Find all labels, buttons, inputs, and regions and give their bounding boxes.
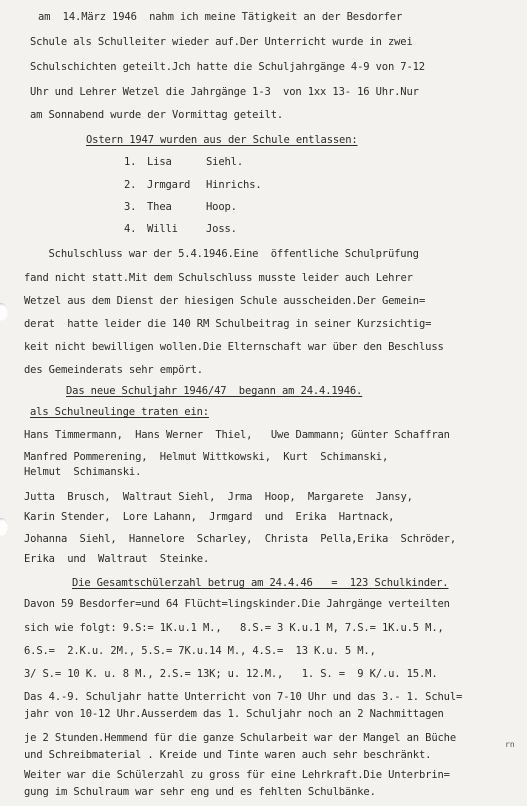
text-line: Schulschichten geteilt.Jch hatte die Schuljahrgänge 4-9 von 7-12: [30, 61, 425, 73]
text-line: Hans Timmermann, Hans Werner Thiel, Uwe Dammann; Günter Schaffran: [24, 429, 450, 441]
text-line: Uhr und Lehrer Wetzel die Jahrgänge 1-3 von 1xx 13- 16 Uhr.Nur: [30, 86, 419, 98]
text-line: sich wie folgt: 9.S:= 1K.u.1 M., 8.S.= 3 K.u.1 M, 7.S.= 1K.u.5 M.,: [24, 622, 444, 634]
text-line: Helmut Schimanski.: [24, 466, 142, 478]
text-line: keit nicht bewilligen wollen.Die Elternschaft war über den Beschluss: [24, 341, 444, 353]
list-item-last-name: Hoop.: [206, 201, 237, 213]
text-line: 3/ S.= 10 K. u. 8 M., 2.S.= 13K; u. 12.M., 1. S. = 9 K/.u. 15.M.: [24, 668, 438, 680]
text-line: Wetzel aus dem Dienst der hiesigen Schule ausscheiden.Der Gemein=: [24, 295, 426, 307]
text-line: 6.S.= 2.K.u. 2M., 5.S.= 7K.u.14 M., 4.S.= 13 K.u. 5 M.,: [24, 645, 376, 657]
text-line: Erika und Waltraut Steinke.: [24, 553, 210, 565]
text-line: Das 4.-9. Schuljahr hatte Unterricht von 7-10 Uhr und das 3.- 1. Schul=: [24, 691, 463, 703]
text-line: Schulschluss war der 5.4.1946.Eine öffentliche Schulprüfung: [30, 248, 419, 260]
text-line: des Gemeinderats sehr empört.: [24, 364, 203, 376]
punch-hole-top: [0, 303, 8, 321]
text-line: am Sonnabend wurde der Vormittag geteilt.: [30, 109, 284, 121]
text-line: Johanna Siehl, Hannelore Scharley, Christa Pella,Erika Schröder,: [24, 533, 457, 545]
margin-note: rn: [505, 740, 515, 749]
text-line: Schule als Schulleiter wieder auf.Der Unterricht wurde in zwei: [30, 36, 413, 48]
list-item-last-name: Hinrichs.: [206, 179, 262, 191]
text-line: und Schreibmaterial . Kreide und Tinte waren auch sehr beschränkt.: [24, 749, 432, 761]
text-line: am 14.März 1946 nahm ich meine Tätigkeit an der Besdorfer: [38, 11, 403, 23]
section-heading-total: Die Gesamtschülerzahl betrug am 24.4.46 = 123 Schulkinder.: [72, 577, 449, 589]
section-heading-neulinge: als Schulneulinge traten ein:: [30, 406, 209, 418]
list-item-first-name: Jrmgard: [147, 179, 191, 191]
section-heading-new-year: Das neue Schuljahr 1946/47 begann am 24.4.1946.: [66, 385, 363, 397]
text-line: je 2 Stunden.Hemmend für die ganze Schularbeit war der Mangel an Büche: [24, 732, 457, 744]
punch-hole-bottom: [0, 518, 8, 536]
text-line: fand nicht statt.Mit dem Schulschluss musste leider auch Lehrer: [24, 272, 413, 284]
list-item-number: 2.: [124, 179, 137, 191]
text-line: Jutta Brusch, Waltraut Siehl, Jrma Hoop, Margarete Jansy,: [24, 491, 413, 503]
section-heading-ostern: Ostern 1947 wurden aus der Schule entlassen:: [86, 134, 358, 146]
text-line: gung im Schulraum war sehr eng und es fehlten Schulbänke.: [24, 786, 376, 798]
text-line: Davon 59 Besdorfer=und 64 Flücht=lingskinder.Die Jahrgänge verteilten: [24, 598, 450, 610]
list-item-first-name: Lisa: [147, 156, 172, 168]
text-line: derat hatte leider die 140 RM Schulbeitrag in seiner Kurzsichtig=: [24, 318, 432, 330]
list-item-last-name: Siehl.: [206, 156, 244, 168]
text-line: jahr von 10-12 Uhr.Ausserdem das 1. Schuljahr noch an 2 Nachmittagen: [24, 708, 444, 720]
list-item-first-name: Thea: [147, 201, 172, 213]
list-item-number: 1.: [124, 156, 137, 168]
list-item-first-name: Willi: [147, 223, 178, 235]
text-line: Weiter war die Schülerzahl zu gross für eine Lehrkraft.Die Unterbrin=: [24, 769, 450, 781]
text-line: Manfred Pommerening, Helmut Wittkowski, Kurt Schimanski,: [24, 451, 389, 463]
list-item-number: 4.: [124, 223, 137, 235]
text-line: Karin Stender, Lore Lahann, Jrmgard und Erika Hartnack,: [24, 511, 395, 523]
list-item-number: 3.: [124, 201, 137, 213]
list-item-last-name: Joss.: [206, 223, 237, 235]
